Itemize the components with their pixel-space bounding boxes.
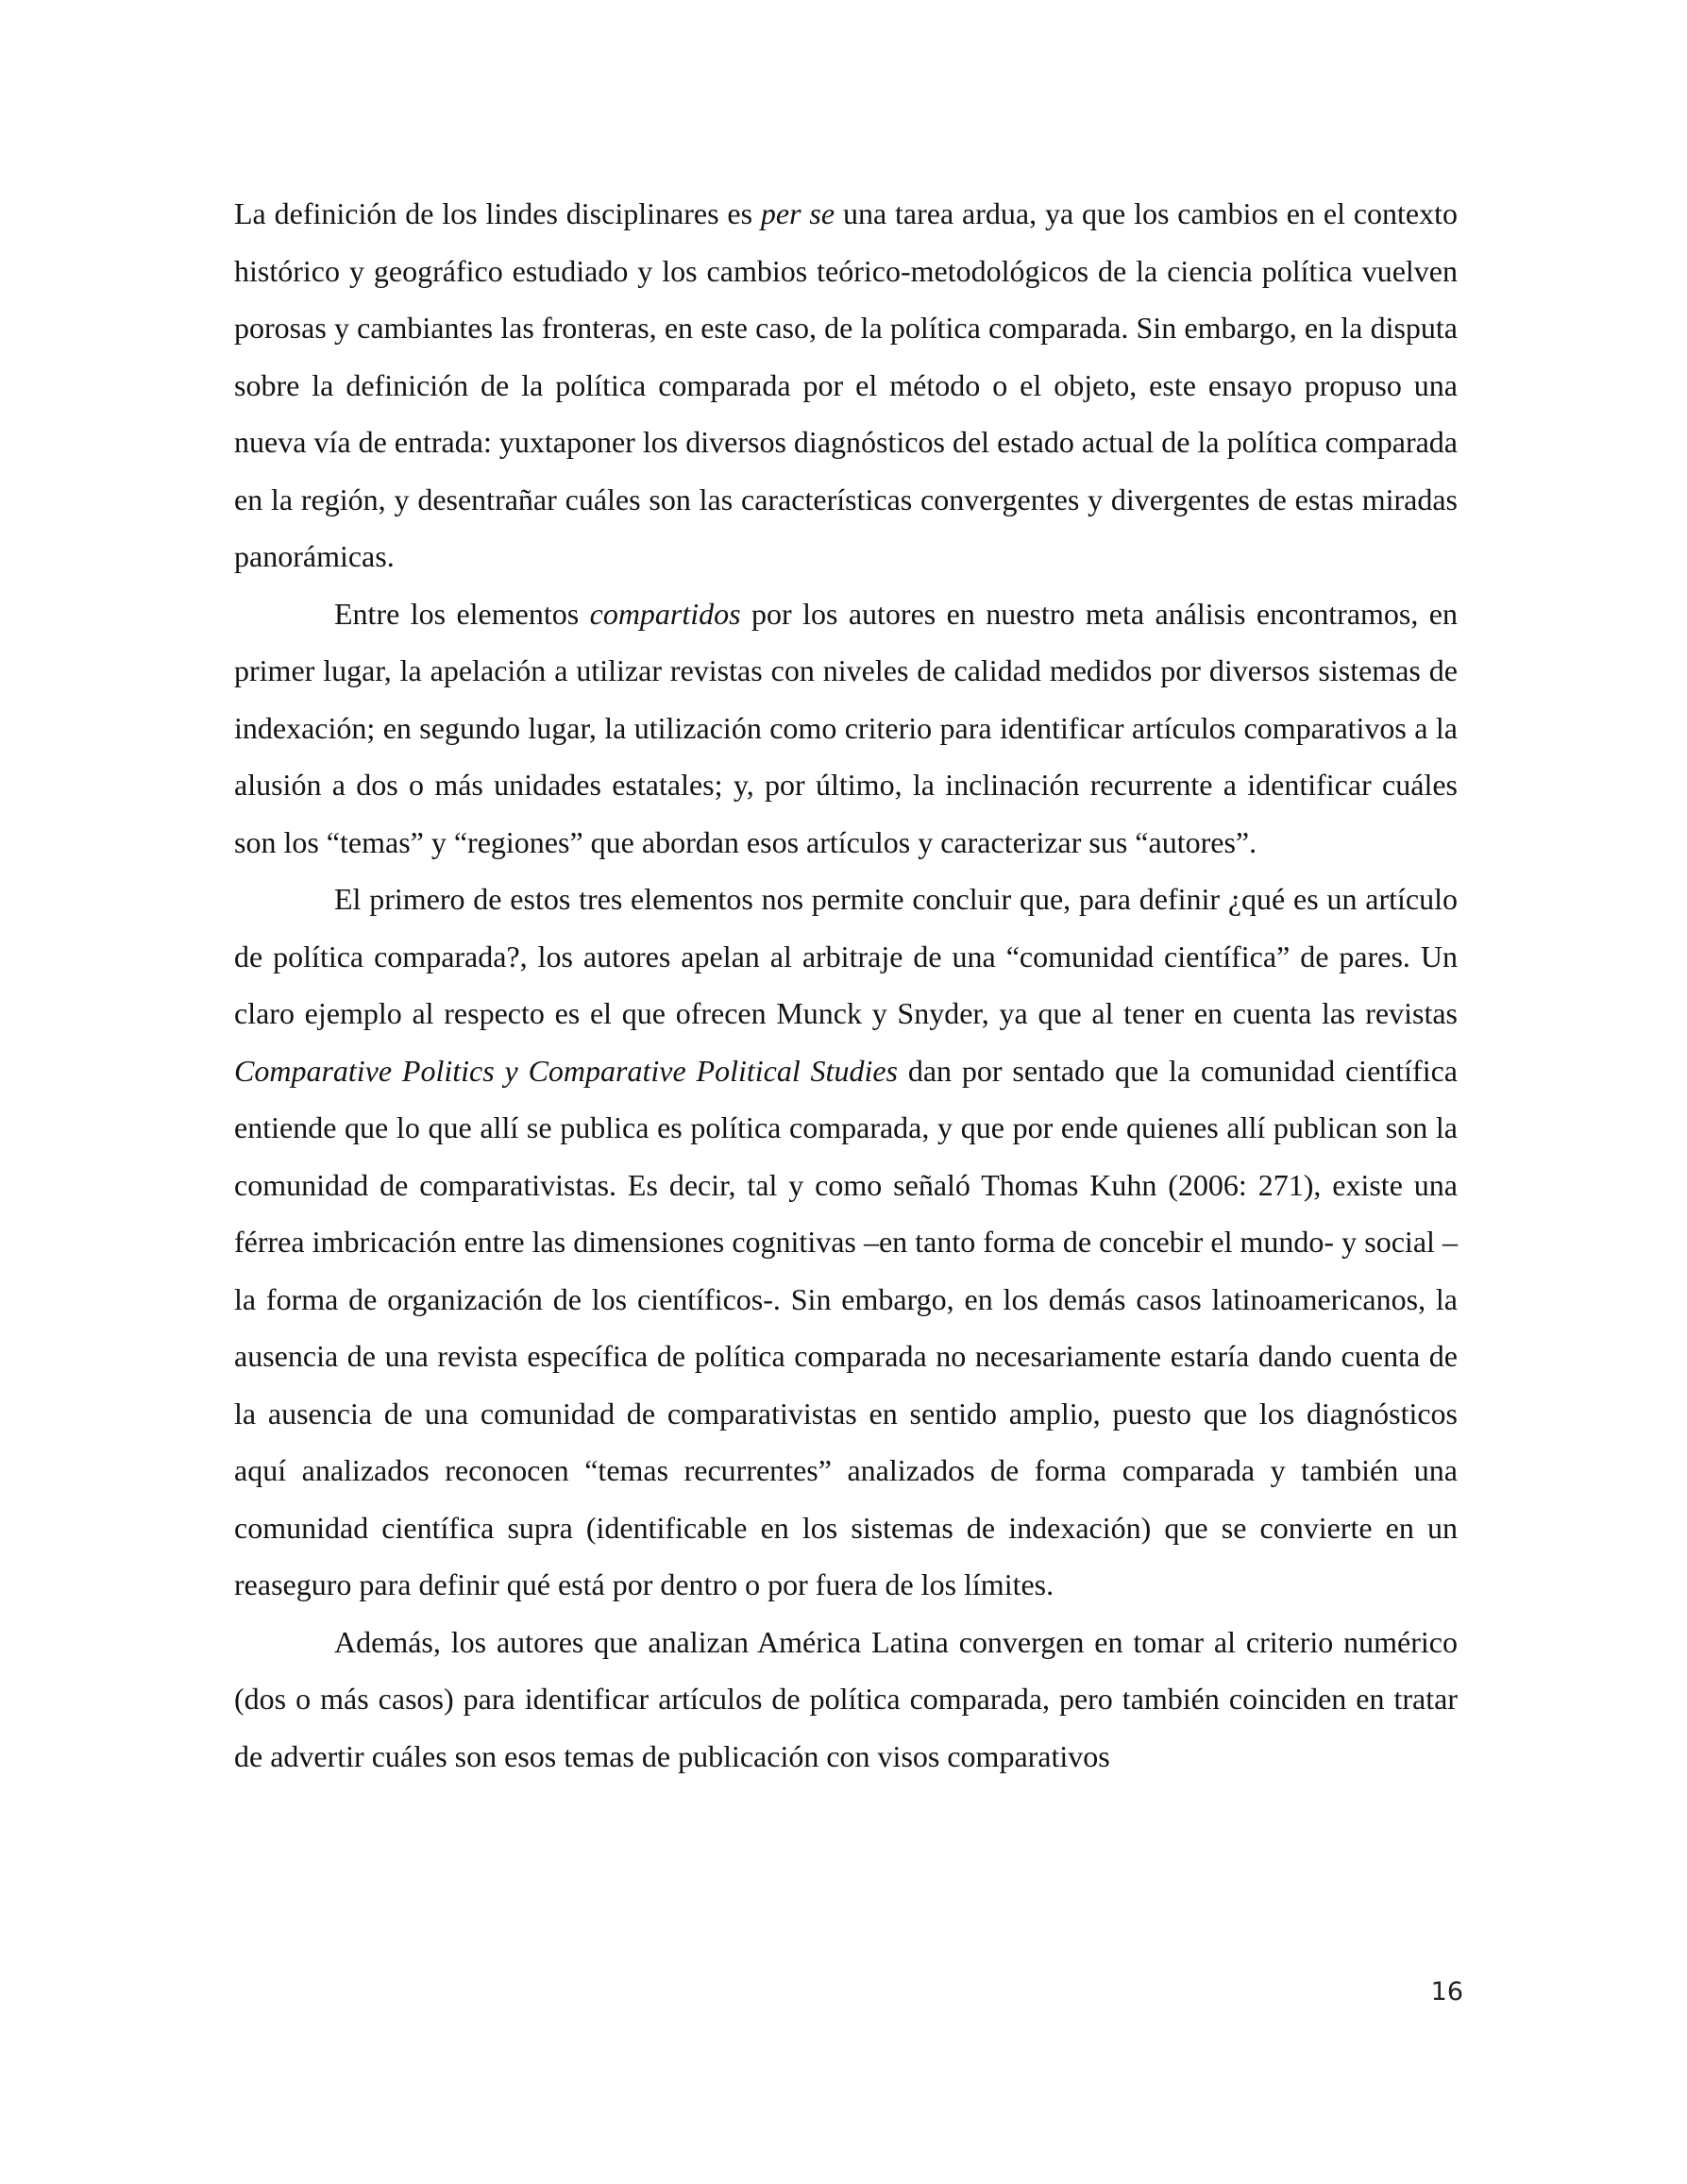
text-run: El primero de estos tres elementos nos permite concluir que, para definir ¿qué es un artículo de política comparada?, los autores apelan al arbitraje de una “comunidad científica” de pares. Un claro ejemplo al respecto es el que ofrecen Munck y Snyder, ya que al tener en cuenta las revistas [234, 882, 1458, 1030]
text-run: una tarea ardua, ya que los cambios en el contexto histórico y geográfico estudiado y los cambios teórico-metodológicos de la ciencia política vuelven porosas y cambiantes las fronteras, en este caso, de la política comparada. Sin embargo, en la disputa sobre la definición de la política comparada por el método o el objeto, este ensayo propuso una nueva vía de entrada: yuxtaponer los diversos diagnósticos del estado actual de la política comparada en la región, y desentrañar cuáles son las características convergentes y divergentes de estas miradas panorámicas. [234, 196, 1459, 573]
italic-run: per se [760, 196, 835, 230]
paragraph-4 [234, 1614, 1458, 1786]
body-text [234, 185, 1458, 1785]
text-run: por los autores en nuestro meta análisis encontramos, en primer lugar, la apelación a utilizar revistas con niveles de calidad medidos por diversos sistemas de indexación; en segundo lugar, la utilización como criterio para identificar artículos comparativos a la alusión a dos o más unidades estatales; y, por último, la inclinación recurrente a identificar cuáles son los “temas” y “regiones” que abordan esos artículos y caracterizar sus “autores”. [234, 596, 1458, 859]
italic-run: Comparative Politics y Comparative Political Studies [234, 1053, 898, 1088]
text-run: Además, los autores que analizan América Latina convergen en tomar al criterio numérico (dos o más casos) para identificar artículos de política comparada, pero también coinciden en tratar de advertir cuáles son esos temas de publicación con visos comparativos [234, 1624, 1458, 1773]
page-number: 16 [1430, 1977, 1463, 2006]
paragraph-2 [234, 585, 1458, 872]
paragraph-3 [234, 871, 1458, 1614]
italic-run: compartidos [589, 596, 741, 631]
text-run: La definición de los lindes disciplinares es [234, 196, 761, 230]
text-run: dan por sentado que la comunidad científica entiende que lo que allí se publica es política comparada, y que por ende quienes allí publican son la comunidad de comparativistas. Es decir, tal y como señaló Thomas Kuhn (2006: 271), existe una férrea imbricación entre las dimensiones cognitivas –en tanto forma de concebir el mundo- y social –la forma de organización de los científicos-. Sin embargo, en los demás casos latinoamericanos, la ausencia de una revista específica de política comparada no necesariamente estaría dando cuenta de la ausencia de una comunidad de comparativistas en sentido amplio, puesto que los diagnósticos aquí analizados reconocen “temas recurrentes” analizados de forma comparada y también una comunidad científica supra (identificable en los sistemas de indexación) que se convierte en un reaseguro para definir qué está por dentro o por fuera de los límites. [234, 1053, 1459, 1601]
paragraph-1 [234, 185, 1458, 585]
text-run: Entre los elementos [334, 596, 590, 631]
